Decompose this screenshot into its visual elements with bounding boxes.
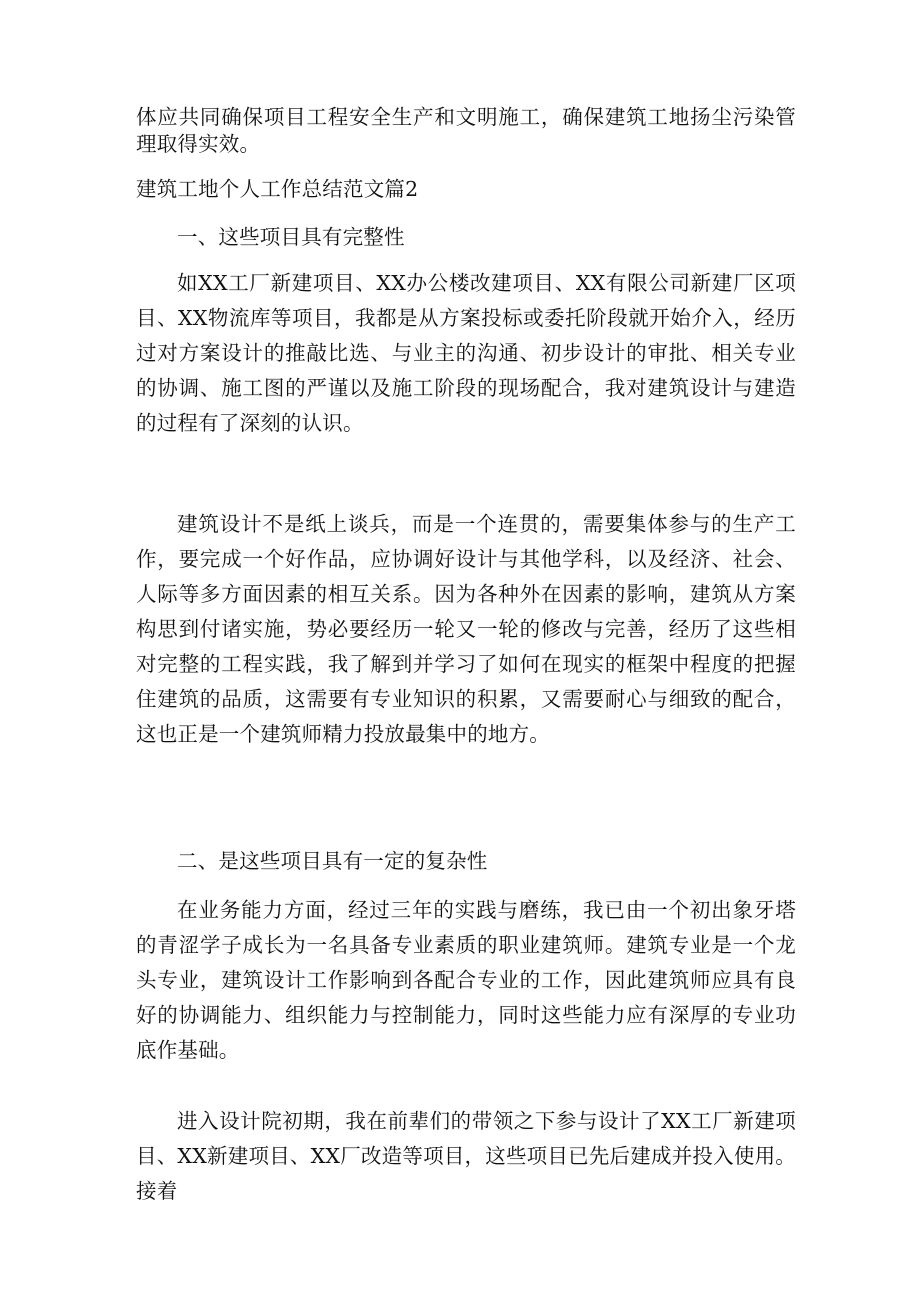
article-title: 建筑工地个人工作总结范文篇2: [136, 177, 419, 201]
section-heading-2: 二、是这些项目具有一定的复杂性: [177, 849, 488, 873]
paragraph-3: 在业务能力方面，经过三年的实践与磨练，我已由一个初出象牙塔的青涩学子成长为一名具备专业素质的职业建筑师。建筑专业是一个龙头专业，建筑设计工作影响到各配合专业的工作，因此建筑师应具有良好的协调能力、组织能力与控制能力，同时这些能力应有深厚的专业功底作基础。: [136, 898, 796, 1062]
paragraph-1: 如XX工厂新建项目、XX办公楼改建项目、XX有限公司新建厂区项目、XX物流库等项目，我都是从方案投标或委托阶段就开始介入，经历过对方案设计的推敲比选、与业主的沟通、初步设计的审批、相关专业的协调、施工图的严谨以及施工阶段的现场配合，我对建筑设计与建造的过程有了深刻的认识。: [136, 271, 796, 435]
lead-paragraph: 体应共同确保项目工程安全生产和文明施工，确保建筑工地扬尘污染管理取得实效。: [136, 105, 796, 156]
paragraph-4: 进入设计院初期，我在前辈们的带领之下参与设计了XX工厂新建项目、XX新建项目、XX厂改造等项目，这些项目已先后建成并投入使用。接着: [136, 1109, 796, 1203]
section-heading-1: 一、这些项目具有完整性: [177, 225, 405, 249]
paragraph-2: 建筑设计不是纸上谈兵，而是一个连贯的，需要集体参与的生产工作，要完成一个好作品，应协调好设计与其他学科，以及经济、社会、人际等多方面因素的相互关系。因为各种外在因素的影响，建筑从方案构思到付诸实施，势必要经历一轮又一轮的修改与完善，经历了这些相对完整的工程实践，我了解到并学习了如何在现实的框架中程度的把握住建筑的品质，这需要有专业知识的积累，又需要耐心与细致的配合，这也正是一个建筑师精力投放最集中的地方。: [136, 512, 796, 746]
